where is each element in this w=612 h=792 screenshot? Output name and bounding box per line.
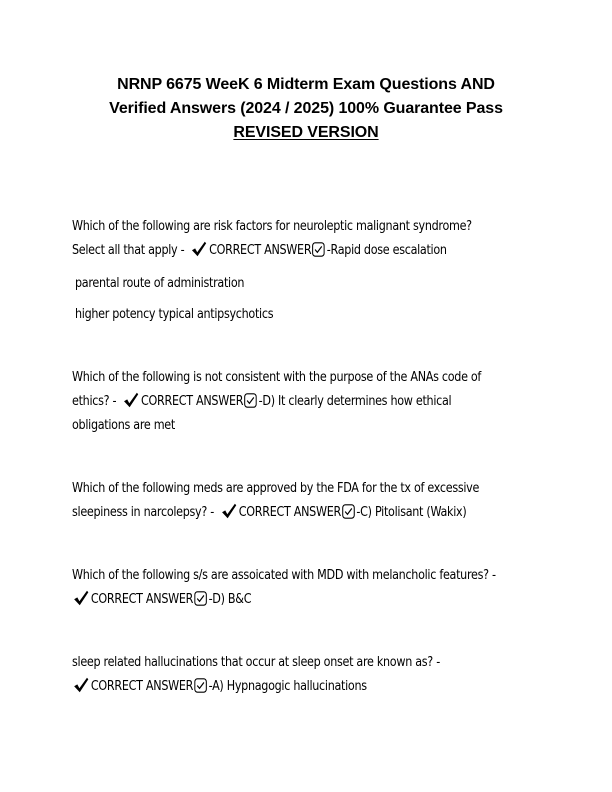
document-subtitle: REVISED VERSION bbox=[233, 124, 379, 141]
check-mark-icon bbox=[73, 677, 89, 693]
answer-line bbox=[72, 588, 476, 612]
question-block-2 bbox=[72, 366, 482, 438]
answer-line bbox=[72, 501, 476, 525]
question-block-1 bbox=[72, 215, 476, 263]
check-mark-icon bbox=[123, 392, 139, 408]
checked-box-icon bbox=[194, 678, 207, 693]
answer-text: -D) It clearly determines how ethical bbox=[258, 394, 452, 409]
correct-answer-label: CORRECT ANSWER bbox=[238, 505, 341, 520]
correct-answer-label: CORRECT ANSWER bbox=[90, 679, 194, 694]
document-header bbox=[0, 73, 612, 145]
answer-line bbox=[72, 239, 476, 263]
correct-answer-label: CORRECT ANSWER bbox=[90, 592, 194, 607]
check-mark-icon bbox=[73, 590, 89, 606]
answer-text: -A) Hypnagogic hallucinations bbox=[208, 679, 367, 694]
answer-line bbox=[72, 675, 476, 699]
check-mark-icon bbox=[221, 503, 237, 519]
answer-text-cont: obligations are met bbox=[72, 418, 175, 433]
question-text: sleep related hallucinations that occur at sleep onset are known as? - bbox=[72, 655, 440, 670]
checked-box-icon bbox=[244, 393, 257, 408]
question-text-cont: ethics? - bbox=[72, 394, 120, 409]
answer-text: -Rapid dose escalation bbox=[326, 243, 447, 258]
checked-box-icon bbox=[312, 242, 325, 257]
document-title-line-2: Verified Answers (2024 / 2025) 100% Guarantee Pass bbox=[109, 100, 503, 117]
answer-text: -D) B&C bbox=[208, 592, 252, 607]
correct-answer-label: CORRECT ANSWER bbox=[209, 243, 312, 258]
question-block-4 bbox=[72, 564, 496, 612]
question-text: Which of the following s/s are assoicated with MDD with melancholic features? - bbox=[72, 568, 496, 583]
checked-box-icon bbox=[194, 591, 207, 606]
answer-option: parental route of administration bbox=[75, 276, 245, 291]
answer-option: higher potency typical antipsychotics bbox=[75, 307, 274, 322]
answer-line bbox=[72, 390, 476, 414]
check-mark-icon bbox=[191, 241, 207, 257]
question-block-5 bbox=[72, 651, 476, 699]
question-text-cont: sleepiness in narcolepsy? - bbox=[72, 505, 218, 520]
question-text: Which of the following are risk factors for neuroleptic malignant syndrome? bbox=[72, 219, 472, 234]
question-text: Which of the following meds are approved by the FDA for the tx of excessive bbox=[72, 481, 480, 496]
question-text-cont: Select all that apply - bbox=[72, 243, 188, 258]
document-title-line-1: NRNP 6675 WeeK 6 Midterm Exam Questions AND bbox=[117, 76, 495, 93]
answer-text: -C) Pitolisant (Wakix) bbox=[356, 505, 467, 520]
checked-box-icon bbox=[342, 504, 355, 519]
question-block-3 bbox=[72, 477, 480, 525]
question-text: Which of the following is not consistent with the purpose of the ANAs code of bbox=[72, 370, 482, 385]
correct-answer-label: CORRECT ANSWER bbox=[141, 394, 244, 409]
